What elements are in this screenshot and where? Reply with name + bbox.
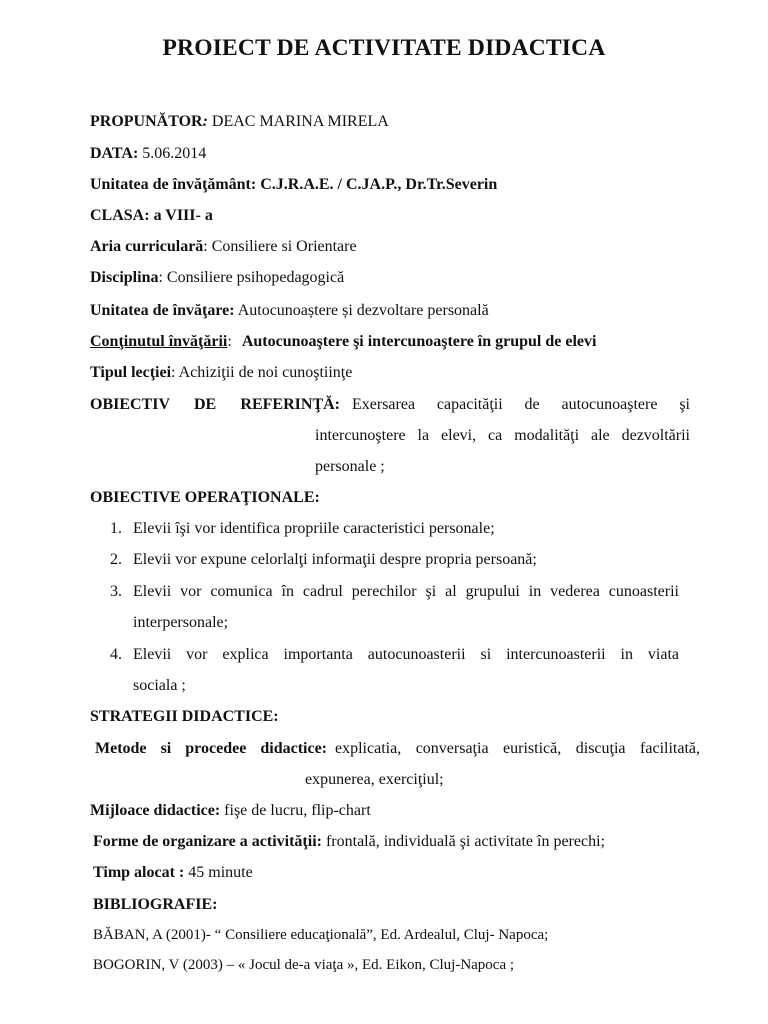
- discipline-value: : Consiliere psihopedagogică: [158, 269, 345, 286]
- date-label: DATA:: [90, 145, 139, 162]
- school-unit-value: C.J.R.A.E. / C.JA.P., Dr.Tr.Severin: [256, 176, 498, 193]
- allotted-time-line: [93, 864, 253, 882]
- organization-forms-value: frontală, individuală şi activitate în perechi;: [321, 833, 605, 850]
- content-value: Autocunoaştere şi intercunoaştere în grupul de elevi: [241, 333, 597, 350]
- objective-2-text: Elevii vor expune celorlalţi informaţii despre propria persoană;: [133, 551, 537, 568]
- strategies-heading: STRATEGII DIDACTICE:: [90, 708, 279, 725]
- curricular-area-value: : Consiliere si Orientare: [203, 238, 357, 255]
- reference-objective-line2: intercunoştere la elevi, ca modalităţi ale dezvoltării: [315, 427, 690, 444]
- objective-3-continuation: interpersonale;: [133, 614, 229, 631]
- teaching-aids-label: Mijloace didactice:: [90, 802, 221, 819]
- class-value: a VIII- a: [149, 207, 213, 224]
- lesson-type-line: [90, 364, 352, 382]
- school-unit-label: Unitatea de învăţământ:: [90, 176, 257, 193]
- objective-2-number: 2.: [110, 551, 122, 568]
- content-label: Conţinutul învăţării: [90, 333, 228, 350]
- methods-line1: explicatia, conversaţia euristică, discuţia facilitată,: [335, 740, 700, 757]
- discipline-label: Disciplina: [90, 269, 159, 286]
- objective-4-number: 4.: [110, 646, 122, 663]
- propunator-label: PROPUNĂTOR: [90, 113, 203, 130]
- propunator-value: DEAC MARINA MIRELA: [207, 113, 389, 130]
- date-line: [90, 145, 206, 163]
- curricular-area-line: [90, 238, 357, 256]
- propunator-line: [90, 113, 389, 131]
- objective-3-number: 3.: [110, 583, 122, 600]
- allotted-time-value: 45 minute: [184, 864, 253, 881]
- objective-1-number: 1.: [110, 520, 122, 537]
- objective-4-continuation: sociala ;: [133, 677, 186, 694]
- class-label: CLASA:: [90, 207, 150, 224]
- date-value: 5.06.2014: [138, 145, 207, 162]
- reference-objective-line3: personale ;: [315, 458, 385, 475]
- content-line: [90, 333, 596, 351]
- bibliography-heading: BIBLIOGRAFIE:: [93, 896, 218, 913]
- objective-1-text: Elevii îşi vor identifica propriile caracteristici personale;: [133, 520, 495, 537]
- school-unit-line: [90, 176, 497, 194]
- objective-3-text: Elevii vor comunica în cadrul perechilor şi al grupului in vederea cunoasterii: [133, 583, 679, 600]
- learning-unit-label: Unitatea de învăţare:: [90, 302, 235, 319]
- propunator-sep: :: [202, 113, 208, 130]
- class-line: [90, 207, 213, 225]
- reference-objective-label: OBIECTIV DE REFERINŢĂ:: [90, 396, 340, 413]
- lesson-type-value: : Achiziţii de noi cunoştiinţe: [171, 364, 353, 381]
- operational-objectives-heading: OBIECTIVE OPERAŢIONALE:: [90, 489, 320, 506]
- objective-4-text: Elevii vor explica importanta autocunoasterii si intercunoasterii in viata: [133, 646, 679, 663]
- methods-label: Metode si procedee didactice:: [95, 740, 327, 757]
- content-sep: :: [227, 333, 232, 350]
- discipline-line: [90, 269, 344, 287]
- reference-objective-line1: Exersarea capacităţii de autocunoaştere şi: [352, 396, 690, 413]
- allotted-time-label: Timp alocat :: [93, 864, 185, 881]
- teaching-aids-value: fişe de lucru, flip-chart: [220, 802, 371, 819]
- curricular-area-label: Aria curriculară: [90, 238, 204, 255]
- learning-unit-value: Autocunoaștere și dezvoltare personală: [234, 302, 489, 319]
- document-title: PROIECT DE ACTIVITATE DIDACTICA: [162, 35, 606, 61]
- learning-unit-line: [90, 302, 489, 320]
- organization-forms-label: Forme de organizare a activităţii:: [93, 833, 322, 850]
- bibliography-item-1: BĂBAN, A (2001)- “ Consiliere educaţională”, Ed. Ardealul, Cluj- Napoca;: [93, 927, 549, 943]
- bibliography-item-2: BOGORIN, V (2003) – « Jocul de-a viaţa », Ed. Eikon, Cluj-Napoca ;: [93, 957, 515, 973]
- teaching-aids-line: [90, 802, 371, 820]
- methods-line2: expunerea, exerciţiul;: [305, 771, 444, 788]
- lesson-type-label: Tipul lecţiei: [90, 364, 172, 381]
- organization-forms-line: [93, 833, 605, 851]
